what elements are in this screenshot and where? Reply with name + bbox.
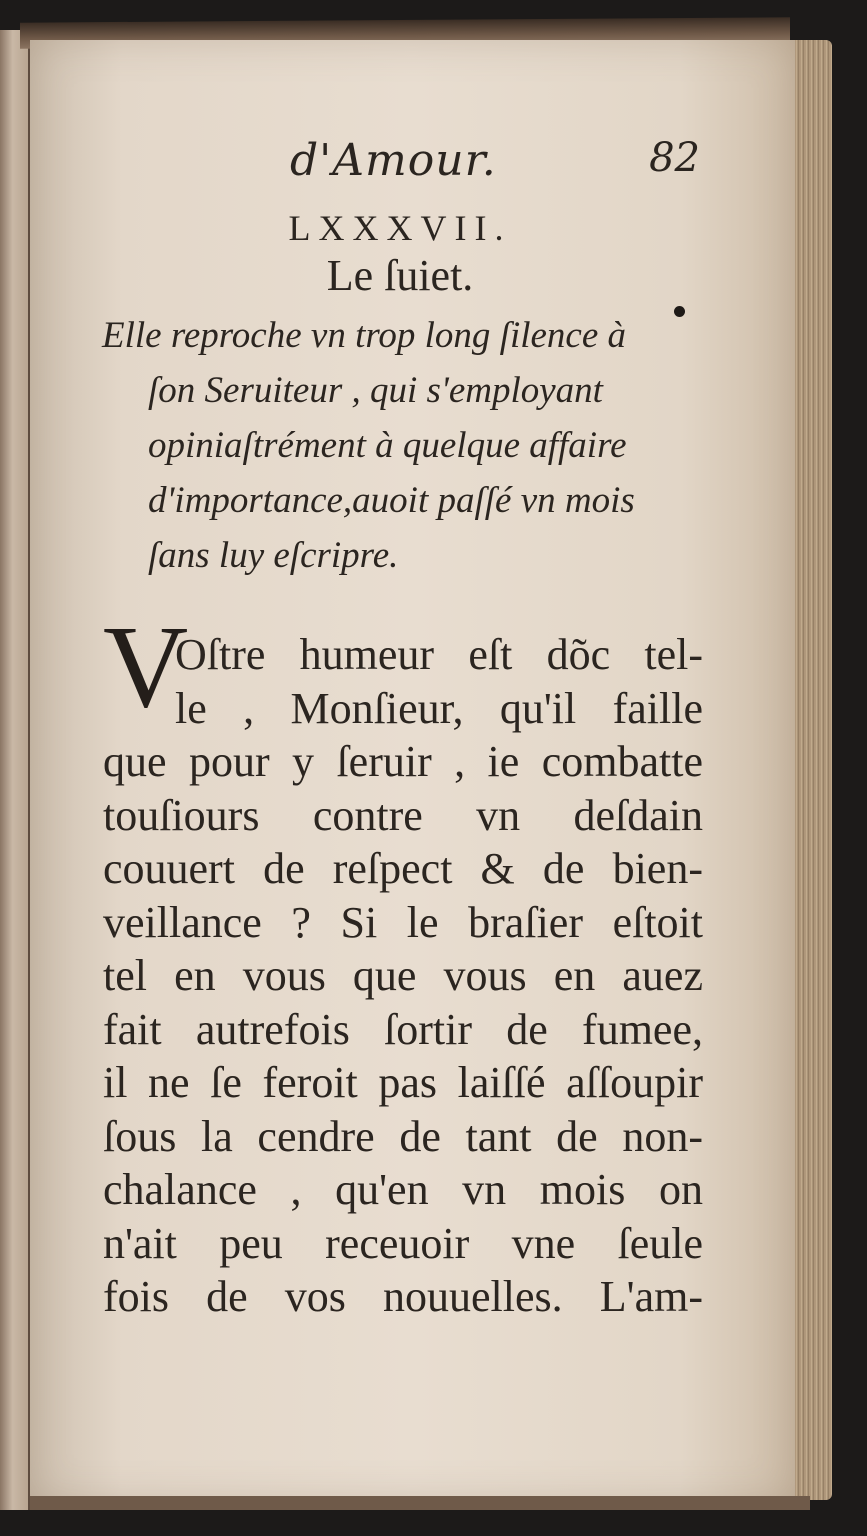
body-line: chalance , qu'en vn mois on	[103, 1165, 703, 1214]
summary-line: opiniaſtrément à quelque affaire	[148, 425, 627, 466]
body-line: il ne ſe feroit pas laiſſé aſſoupir	[103, 1058, 703, 1107]
page-number: 82	[649, 135, 700, 181]
page-header	[290, 135, 700, 195]
summary-line: ſon Seruiteur , qui s'employant	[148, 370, 603, 411]
body-line: fois de vos nouuelles. L'am-	[103, 1272, 703, 1321]
drop-cap: V	[103, 601, 189, 732]
summary-line: d'importance,auoit paſſé vn mois	[148, 480, 635, 521]
summary-line: ſans luy eſcripre.	[148, 535, 399, 576]
body-line: le , Monſieur, qu'il faille	[175, 683, 703, 733]
body-line: veillance ? Si le braſier eſtoit	[103, 897, 703, 947]
body-line: tel en vous que vous en auez	[103, 951, 703, 1000]
body-line: n'ait peu receuoir vne ſeule	[103, 1218, 703, 1268]
letter-body	[103, 628, 703, 1324]
letter-summary	[102, 308, 702, 583]
bottom-page-edge	[30, 1496, 810, 1510]
body-line: touſiours contre vn deſdain	[103, 790, 703, 840]
body-line: fait autrefois ſortir de fumee,	[103, 1004, 703, 1054]
section-number: LXXXVII.	[288, 208, 512, 248]
subject-heading: Le ſuiet.	[326, 251, 474, 300]
body-line: couuert de reſpect & de bien-	[103, 844, 703, 893]
body-line: que pour y ſeruir , ie combatte	[103, 737, 703, 786]
body-line: ſous la cendre de tant de non-	[103, 1111, 703, 1161]
body-line: Oſtre humeur eſt dõc tel-	[175, 630, 703, 679]
running-title: d'Amour.	[290, 135, 497, 186]
summary-line: Elle reproche vn trop long ſilence à	[102, 315, 627, 356]
